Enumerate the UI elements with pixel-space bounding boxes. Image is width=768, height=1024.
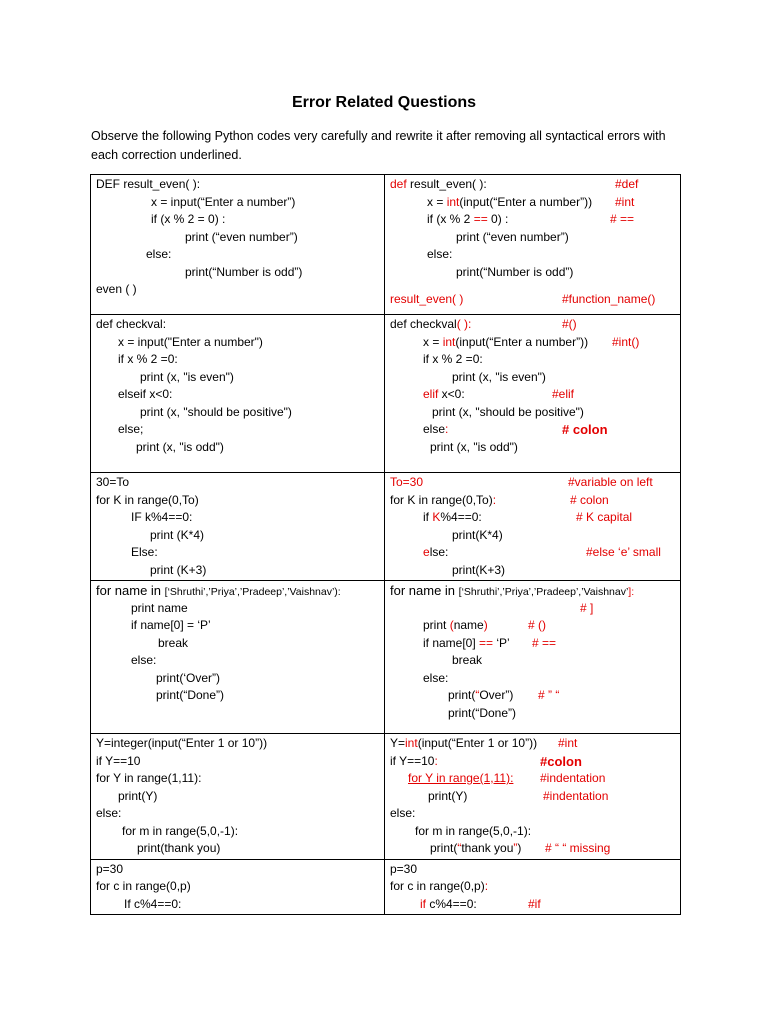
- correction-comment: #indentation: [540, 771, 606, 785]
- code-text: for name in: [96, 583, 165, 598]
- code-line: print(“Done”): [156, 688, 225, 702]
- correction: “: [475, 688, 480, 702]
- correction-comment: # colon: [562, 422, 608, 437]
- code-line: [390, 386, 675, 404]
- code-line: Else:: [131, 545, 158, 559]
- code-text: ‘P’: [493, 635, 510, 650]
- correction: result_even( ): [390, 292, 464, 306]
- code-line: print(K+3): [452, 562, 506, 577]
- code-line: DEF result_even( ):: [96, 177, 201, 191]
- code-text: thank you: [461, 841, 514, 855]
- correction-comment: #function_name(): [562, 292, 656, 306]
- code-line: print (x, "should be positive"): [140, 404, 292, 419]
- code-line: print (x, "is odd"): [430, 439, 518, 454]
- code-text: x =: [427, 194, 447, 209]
- code-line: if x % 2 =0:: [118, 352, 178, 366]
- code-line: IF k%4==0:: [131, 510, 193, 524]
- question-cell: [91, 581, 385, 734]
- code-line: else:: [390, 806, 416, 820]
- code-line: for m in range(5,0,-1):: [122, 823, 239, 838]
- code-line: break: [158, 635, 189, 650]
- code-line: for Y in range(1,11):: [96, 771, 202, 785]
- correction-comment: #variable on left: [568, 475, 653, 489]
- code-line: print(“Done”): [448, 705, 517, 720]
- correction: for Y in range(1,11):: [408, 771, 514, 785]
- code-text: for K in range(0,To): [390, 492, 493, 507]
- correction-comment: #int(): [612, 334, 640, 349]
- answer-cell: [385, 734, 681, 860]
- intro-text: Observe the following Python codes very carefully and rewrite it after removing all syntactical errors with each correction underlined.: [91, 129, 666, 162]
- code-line: print(Y): [118, 788, 158, 803]
- answer-cell: [385, 581, 681, 734]
- code-text: else: [423, 422, 446, 436]
- answer-cell: [385, 473, 681, 581]
- correction: elif: [423, 387, 439, 401]
- code-line: x = input("Enter a number"): [118, 334, 263, 349]
- correction-comment: #else ‘e’ small: [586, 545, 661, 559]
- code-text: name: [453, 618, 484, 632]
- code-line: [390, 211, 675, 229]
- code-line: [390, 316, 675, 334]
- code-line: [390, 635, 675, 653]
- code-text: Y=: [390, 736, 406, 750]
- correction-comment: # K capital: [576, 510, 633, 524]
- code-line: else:: [96, 806, 122, 820]
- correction: ==: [473, 212, 488, 226]
- table-row: [91, 734, 681, 860]
- code-line: for m in range(5,0,-1):: [415, 823, 532, 838]
- code-text: def checkval: [390, 317, 457, 331]
- correction-comment: #int: [615, 194, 635, 209]
- error-questions-table: [90, 174, 681, 915]
- code-line: print (K*4): [150, 527, 205, 542]
- code-text: ): [517, 841, 522, 855]
- code-text: Over”): [479, 688, 514, 702]
- page-title: Error Related Questions: [291, 94, 477, 111]
- code-text: [‘Shruthi’,’Priya’,’Pradeep’,’Vaishnav’):: [164, 586, 341, 598]
- code-line: def checkval:: [96, 317, 167, 331]
- table-row: [91, 473, 681, 581]
- code-text: lse:: [429, 545, 449, 559]
- correction: if: [420, 896, 426, 911]
- code-text: print(: [430, 841, 458, 855]
- code-line: for K in range(0,To): [96, 492, 199, 507]
- correction-comment: #elif: [552, 387, 575, 401]
- correction: K: [432, 510, 441, 524]
- code-line: 30=To: [96, 475, 130, 489]
- table-row: [91, 175, 681, 315]
- code-line: else:: [423, 670, 449, 685]
- code-text: (input(“Enter a number”)): [455, 334, 589, 349]
- code-text: 0) :: [487, 212, 509, 226]
- code-text: if (x % 2: [427, 212, 474, 226]
- code-line: print (“even number”): [456, 229, 569, 244]
- code-line: [390, 421, 675, 439]
- code-text: (input(“Enter a number”)): [459, 194, 593, 209]
- code-line: print (x, "is even"): [140, 369, 234, 384]
- code-line: else:: [146, 247, 172, 261]
- code-line: [96, 582, 379, 600]
- table-row: [91, 859, 681, 915]
- code-text: if: [423, 510, 433, 524]
- correction-comment: #indentation: [543, 788, 609, 803]
- code-line: if Y==10: [96, 753, 141, 768]
- code-line: p=30: [96, 861, 124, 876]
- code-text: c%4==0:: [426, 896, 477, 911]
- correction: int: [446, 194, 460, 209]
- code-line: x = input(“Enter a number”): [151, 194, 296, 209]
- correction: :: [492, 492, 497, 507]
- correction-comment: # colon: [570, 492, 609, 507]
- correction: “: [457, 841, 462, 855]
- code-line: [390, 840, 675, 858]
- code-line: print(“Number is odd”): [456, 264, 574, 279]
- code-text: x =: [423, 334, 443, 349]
- code-line: [390, 176, 675, 194]
- code-line: [390, 878, 675, 896]
- question-cell: [91, 473, 385, 581]
- code-line: [390, 753, 675, 771]
- code-text: for c in range(0,p): [390, 879, 485, 893]
- correction: :: [445, 422, 449, 436]
- code-text: if name[0]: [423, 635, 480, 650]
- correction: ”: [513, 841, 518, 855]
- code-line: if (x % 2 = 0) :: [151, 212, 226, 226]
- correction-comment: #colon: [540, 753, 582, 769]
- answer-cell: [385, 315, 681, 473]
- code-line: print(“Number is odd”): [185, 264, 303, 279]
- answer-cell: [385, 859, 681, 915]
- question-cell: [91, 315, 385, 473]
- code-line: break: [452, 653, 483, 667]
- code-line: print(‘Over”): [156, 670, 221, 685]
- correction-comment: #(): [562, 317, 577, 331]
- correction: :: [434, 753, 438, 768]
- correction-comment: # (): [528, 618, 546, 632]
- code-line: print(K*4): [452, 527, 503, 542]
- correction: def: [390, 177, 407, 191]
- code-text: print: [423, 618, 450, 632]
- code-line: [390, 509, 675, 527]
- code-line: print (K+3): [150, 562, 207, 577]
- correction: ]:: [628, 586, 635, 598]
- correction-comment: # “ “ missing: [545, 841, 611, 855]
- code-text: print(Y): [428, 788, 468, 803]
- code-line: if x % 2 =0:: [423, 352, 483, 366]
- correction-comment: # ==: [610, 212, 635, 226]
- correction: :: [484, 879, 489, 893]
- code-line: [390, 474, 675, 492]
- question-cell: [91, 734, 385, 860]
- code-line: [390, 617, 675, 635]
- code-line: [390, 896, 675, 914]
- code-line: else;: [118, 422, 144, 436]
- correction: int: [405, 736, 418, 750]
- code-line: if name[0] = ‘P’: [131, 618, 211, 632]
- correction: e: [423, 545, 430, 559]
- code-line: print (x, "should be positive"): [432, 404, 584, 419]
- code-text: print(: [448, 688, 476, 702]
- correction-comment: # ==: [532, 635, 557, 650]
- code-line: print (x, "is odd"): [136, 439, 224, 454]
- code-line: [390, 544, 675, 562]
- code-line: even ( ): [96, 282, 137, 296]
- code-line: [390, 582, 675, 600]
- code-line: else:: [427, 247, 453, 261]
- correction: int: [442, 334, 456, 349]
- correction-comment: # ” “: [538, 688, 560, 702]
- code-line: p=30: [390, 861, 418, 876]
- table-row: [91, 315, 681, 473]
- code-text: x<0:: [438, 387, 465, 401]
- correction-comment: #if: [528, 896, 541, 911]
- correction: ==: [479, 635, 494, 650]
- correction-comment: #def: [615, 177, 639, 191]
- code-text: (input(“Enter 1 or 10”)): [417, 736, 538, 750]
- code-line: [390, 334, 675, 352]
- correction: ( ):: [456, 317, 472, 331]
- code-text: for name in: [390, 583, 459, 598]
- code-text: if Y==10: [390, 753, 435, 768]
- code-line: print name: [131, 600, 188, 615]
- answer-cell: [385, 175, 681, 315]
- correction: (: [449, 618, 454, 632]
- code-line: print(thank you): [137, 841, 221, 855]
- code-line: If c%4==0:: [124, 896, 182, 911]
- code-line: else:: [131, 653, 157, 667]
- code-text: %4==0:: [440, 510, 482, 524]
- code-line: print (“even number”): [185, 229, 298, 244]
- code-line: [390, 687, 675, 705]
- code-line: [390, 492, 675, 510]
- correction: ): [483, 618, 488, 632]
- code-text: result_even( ):: [406, 177, 487, 191]
- code-line: for c in range(0,p): [96, 879, 191, 893]
- correction-comment: #int: [558, 736, 578, 750]
- code-line: elseif x<0:: [118, 387, 173, 401]
- table-row: [91, 581, 681, 734]
- code-line: print (x, "is even"): [452, 369, 546, 384]
- question-cell: [91, 859, 385, 915]
- code-line: [390, 770, 675, 788]
- code-text: [‘Shruthi’,’Priya’,’Pradeep’,’Vaishnav’: [458, 586, 629, 598]
- correction: To=30: [390, 475, 424, 489]
- code-line: [390, 735, 675, 753]
- code-line: [390, 600, 675, 618]
- question-cell: [91, 175, 385, 315]
- code-line: Y=integer(input(“Enter 1 or 10”)): [96, 736, 268, 750]
- code-line: [390, 788, 675, 806]
- correction-comment: # ]: [580, 600, 594, 615]
- code-line: [390, 194, 675, 212]
- code-line: [390, 291, 675, 309]
